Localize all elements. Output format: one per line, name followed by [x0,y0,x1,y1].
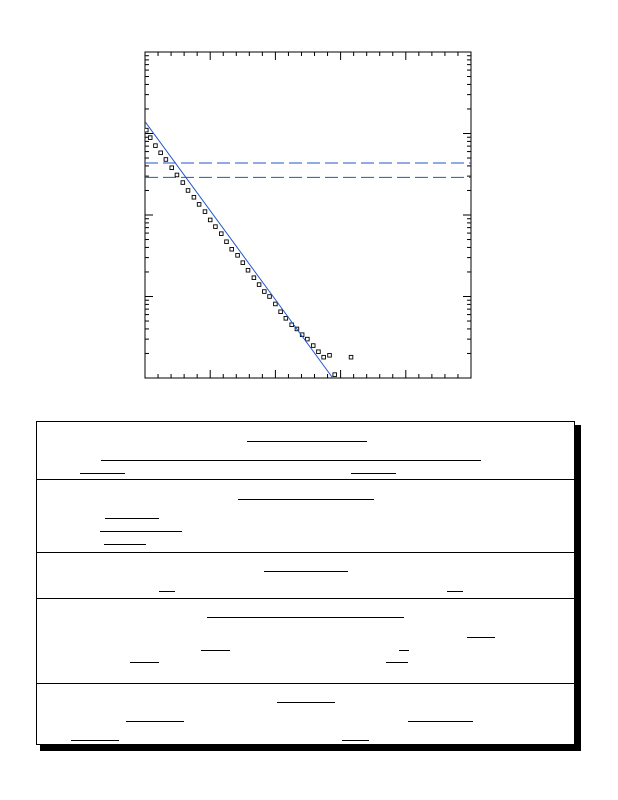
legend-text-underline [408,721,473,722]
data-point [230,247,234,251]
data-point [268,295,272,299]
data-point [236,254,240,258]
data-series [145,122,359,393]
data-point [246,268,250,272]
data-point [333,373,337,377]
data-point [208,218,212,222]
legend-title-underline [247,441,367,442]
data-point [279,310,283,314]
fit-line [145,122,333,378]
legend-text-underline [104,544,146,545]
data-point [257,283,261,287]
data-point [274,302,278,306]
legend-title-underline [207,617,404,618]
data-point [252,276,256,280]
legend-text-underline [386,662,408,663]
legend-title-underline [277,702,335,703]
data-point [203,210,207,214]
data-point [311,344,315,348]
legend-text-underline [71,740,119,741]
data-point [225,240,229,244]
data-point [355,389,359,393]
legend-text-underline [351,473,396,474]
data-point [145,128,149,132]
data-point [219,232,223,236]
data-point [317,350,321,354]
legend-text-underline [101,460,481,461]
data-point [263,290,267,294]
data-point [284,317,288,321]
legend-text-underline [159,591,175,592]
data-point [170,166,174,170]
legend-text-underline [80,473,125,474]
legend-panel [36,421,575,745]
data-point [306,337,310,341]
legend-text-underline [130,662,159,663]
data-point [159,151,163,155]
data-point [241,261,245,265]
data-point [328,353,332,357]
data-point [339,389,343,393]
legend-text-underline [105,518,159,519]
legend-section-3 [37,553,574,599]
data-point [349,355,353,359]
data-point [322,355,326,359]
data-point [186,189,190,193]
data-point [148,136,152,140]
legend-text-underline [342,740,369,741]
axis-ticks [145,52,471,378]
legend-section-4 [37,599,574,684]
legend-text-underline [126,721,184,722]
legend-text-underline [100,531,182,532]
legend-text-underline [467,637,495,638]
legend-title-underline [238,499,374,500]
legend-title-underline [264,571,348,572]
legend-text-underline [201,650,230,651]
data-point [214,225,218,229]
data-point [197,203,201,207]
reference-lines [145,163,471,177]
legend-text-underline [447,591,463,592]
data-point [164,158,168,162]
legend-section-5 [37,684,574,746]
legend-text-underline [399,650,409,651]
data-point [192,195,196,199]
plot-frame [145,52,471,378]
legend-section-2 [37,480,574,553]
data-point [175,173,179,177]
data-point [181,181,185,185]
legend-section-1 [37,422,574,480]
data-point [154,144,158,148]
